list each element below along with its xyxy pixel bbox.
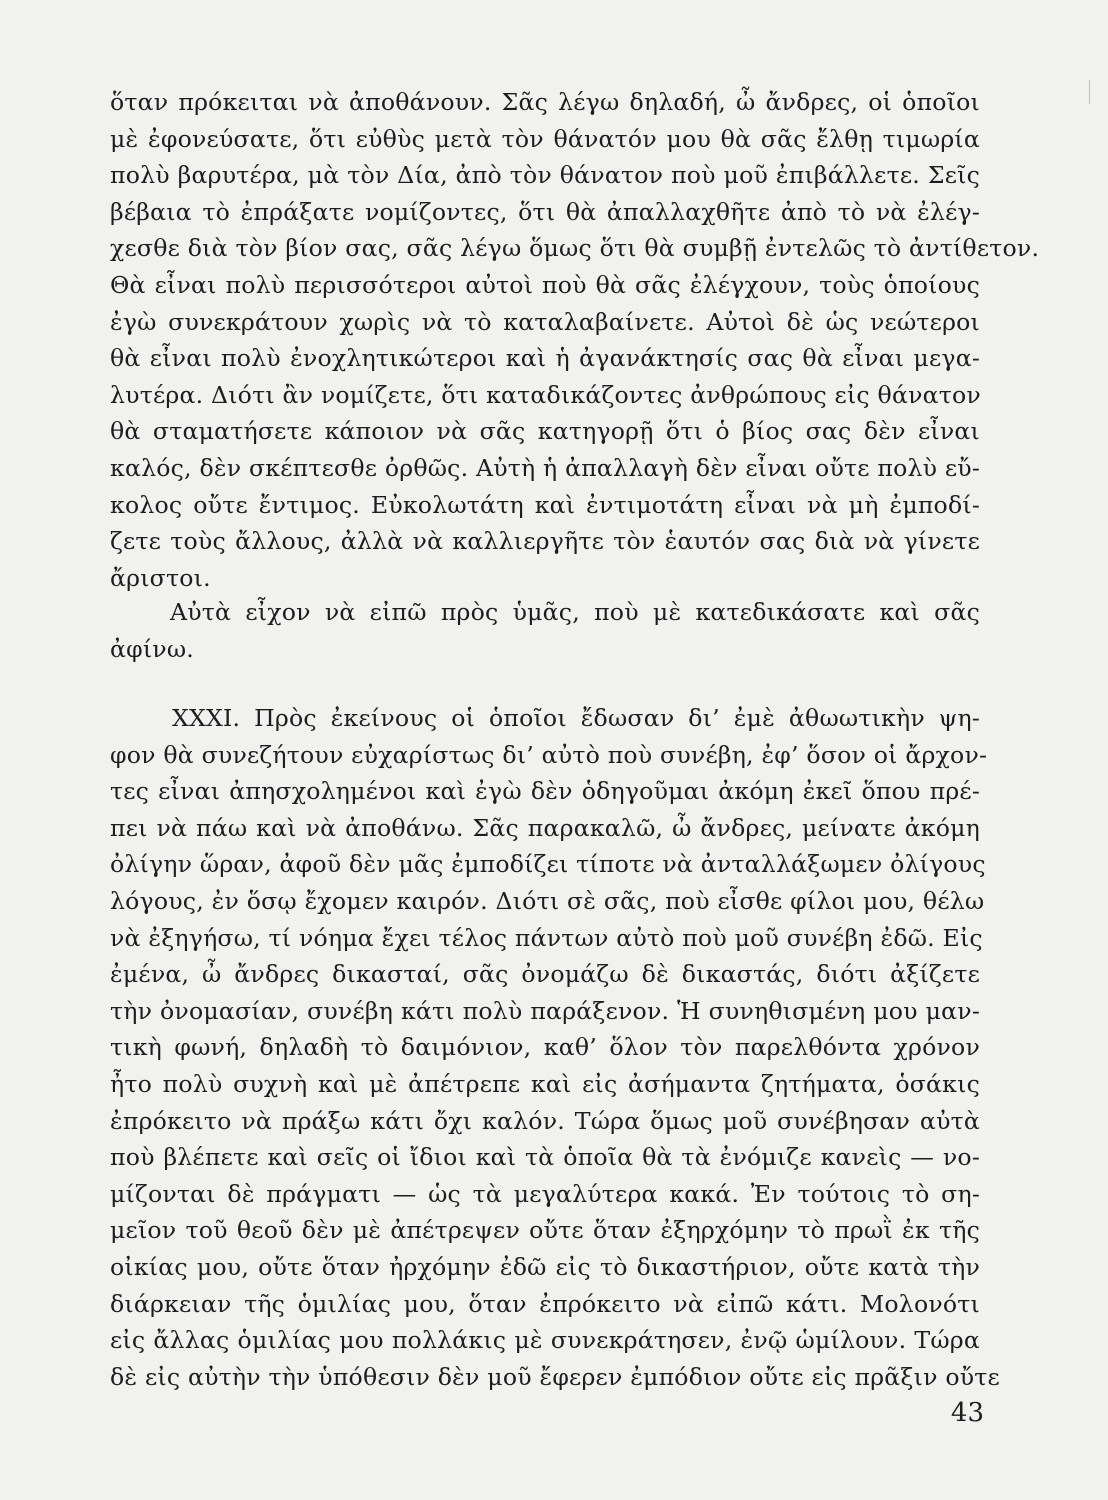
text-line: πολὺ βαρυτέρα, μὰ τὸν Δία, ἀπὸ τὸν θάνατον ποὺ μοῦ ἐπιβάλλετε. Σεῖς [110,161,980,190]
text-line: ὅταν πρόκειται νὰ ἀποθάνουν. Σᾶς λέγω δηλαδή, ὦ ἄνδρες, οἱ ὁποῖοι [110,88,980,116]
text-line: μίζονται δὲ πράγματι — ὡς τὰ μεγαλύτερα κακά. Ἐν τούτοις τὸ ση- [110,1179,980,1208]
chapter-xxxi-paragraph [110,700,1000,1395]
paragraph-closing-remarks [110,594,980,667]
text-line: ἐμένα, ὦ ἄνδρες δικασταί, σᾶς ὀνομάζω δὲ δικαστάς, διότι ἀξίζετε [110,960,980,989]
text-line: ἐγὼ συνεκράτουν χωρὶς νὰ τὸ καταλαβαίνετε. Αὐτοὶ δὲ ὡς νεώτεροι [110,307,980,336]
text-line: κολος οὔτε ἔντιμος. Εὐκολωτάτη καὶ ἐντιμοτάτη εἶναι νὰ μὴ ἐμποδί- [110,490,980,519]
text-line: φον θὰ συνεζήτουν εὐχαρίστως δι’ αὐτὸ ποὺ συνέβη, ἐφ’ ὅσον οἱ ἄρχον- [110,740,988,769]
text-line: λόγους, ἐν ὅσῳ ἔχομεν καιρόν. Διότι σὲ σᾶς, ποὺ εἶσθε φίλοι μου, θέλω [110,886,985,915]
text-line: καλός, δὲν σκέπτεσθε ὀρθῶς. Αὐτὴ ἡ ἀπαλλαγὴ δὲν εἶναι οὔτε πολὺ εὔ- [110,453,981,482]
text-line: ποὺ βλέπετε καὶ σεῖς οἱ ἴδιοι καὶ τὰ ὁποῖα θὰ τὰ ἐνόμιζε κανεὶς — νο- [110,1143,980,1172]
text-line: νὰ ἐξηγήσω, τί νόημα ἔχει τέλος πάντων αὐτὸ ποὺ μοῦ συνέβη ἐδῶ. Εἰς [110,923,983,952]
text-line: ὀλίγην ὥραν, ἀφοῦ δὲν μᾶς ἐμποδίζει τίποτε νὰ ἀνταλλάξωμεν ὀλίγους [110,850,986,879]
text-line: πει νὰ πάω καὶ νὰ ἀποθάνω. Σᾶς παρακαλῶ, ὦ ἄνδρες, μείνατε ἀκόμη [110,813,980,842]
text-line: ἐπρόκειτο νὰ πράξω κάτι ὄχι καλόν. Τώρα ὅμως μοῦ συνέβησαν αὐτὰ [110,1106,980,1135]
text-line: τες εἶναι ἀπησχολημένοι καὶ ἐγὼ δὲν ὁδηγοῦμαι ἀκόμη ἐκεῖ ὅπου πρέ- [110,777,980,806]
text-line: διάρκειαν τῆς ὁμιλίας μου, ὅταν ἐπρόκειτο νὰ εἰπῶ κάτι. Μολονότι [110,1289,980,1318]
text-line: ἀφίνω. [110,634,194,663]
text-line: Αὐτὰ εἶχον νὰ εἰπῶ πρὸς ὑμᾶς, ποὺ μὲ κατεδικάσατε καὶ σᾶς [170,598,980,626]
text-line: εἰς ἄλλας ὁμιλίας μου πολλάκις μὲ συνεκράτησεν, ἐνῷ ὡμίλουν. Τώρα [110,1326,980,1355]
chapter-opening-line: XXXI. Πρὸς ἐκείνους οἱ ὁποῖοι ἔδωσαν δι’ ἐμὲ ἀθωωτικὴν ψη- [172,704,980,732]
text-line: τὴν ὀνομασίαν, συνέβη κάτι πολὺ παράξενον. Ἡ συνηθισμένη μου μαν- [110,996,980,1025]
text-line: μεῖον τοῦ θεοῦ δὲν μὲ ἀπέτρεψεν οὔτε ὅταν ἐξηρχόμην τὸ πρωῒ ἐκ τῆς [110,1216,980,1245]
text-line: ἄριστοι. [110,563,211,592]
text-line: οἰκίας μου, οὔτε ὅταν ἠρχόμην ἐδῶ εἰς τὸ δικαστήριον, οὔτε κατὰ τὴν [110,1252,980,1281]
text-line: ἦτο πολὺ συχνὴ καὶ μὲ ἀπέτρεπε καὶ εἰς ἀσήμαντα ζητήματα, ὁσάκις [110,1069,980,1098]
text-line: λυτέρα. Διότι ἂν νομίζετε, ὅτι καταδικάζοντες ἀνθρώπους εἰς θάνατον [110,380,981,409]
text-line: βέβαια τὸ ἐπράξατε νομίζοντες, ὅτι θὰ ἀπαλλαχθῆτε ἀπὸ τὸ νὰ ἐλέγ- [110,197,980,226]
page-number: 43 [950,1398,984,1428]
text-line: χεσθε διὰ τὸν βίον σας, σᾶς λέγω ὅμως ὅτι θὰ συμβῇ ἐντελῶς τὸ ἀντίθετον. [110,234,1040,263]
paragraph-continuation [110,84,1040,596]
text-line: θὰ εἶναι πολὺ ἐνοχλητικώτεροι καὶ ἡ ἀγανάκτησίς σας θὰ εἶναι μεγα- [110,344,980,373]
text-line: μὲ ἐφονεύσατε, ὅτι εὐθὺς μετὰ τὸν θάνατόν μου θὰ σᾶς ἔλθῃ τιμωρία [110,124,980,153]
text-line: τικὴ φωνή, δηλαδὴ τὸ δαιμόνιον, καθ’ ὅλον τὸν παρελθόντα χρόνον [110,1033,980,1062]
text-line: Θὰ εἶναι πολὺ περισσότεροι αὐτοὶ ποὺ θὰ σᾶς ἐλέγχουν, τοὺς ὁποίους [110,270,980,299]
text-line: ζετε τοὺς ἄλλους, ἀλλὰ νὰ καλλιεργῆτε τὸν ἑαυτόν σας διὰ νὰ γίνετε [110,527,980,556]
page-edge-mark [1089,80,1090,104]
text-line: θὰ σταματήσετε κάποιον νὰ σᾶς κατηγορῇ ὅτι ὁ βίος σας δὲν εἶναι [110,417,980,446]
text-line: δὲ εἰς αὐτὴν τὴν ὑπόθεσιν δὲν μοῦ ἔφερεν ἐμπόδιον οὔτε εἰς πρᾶξιν οὔτε [110,1362,1000,1391]
